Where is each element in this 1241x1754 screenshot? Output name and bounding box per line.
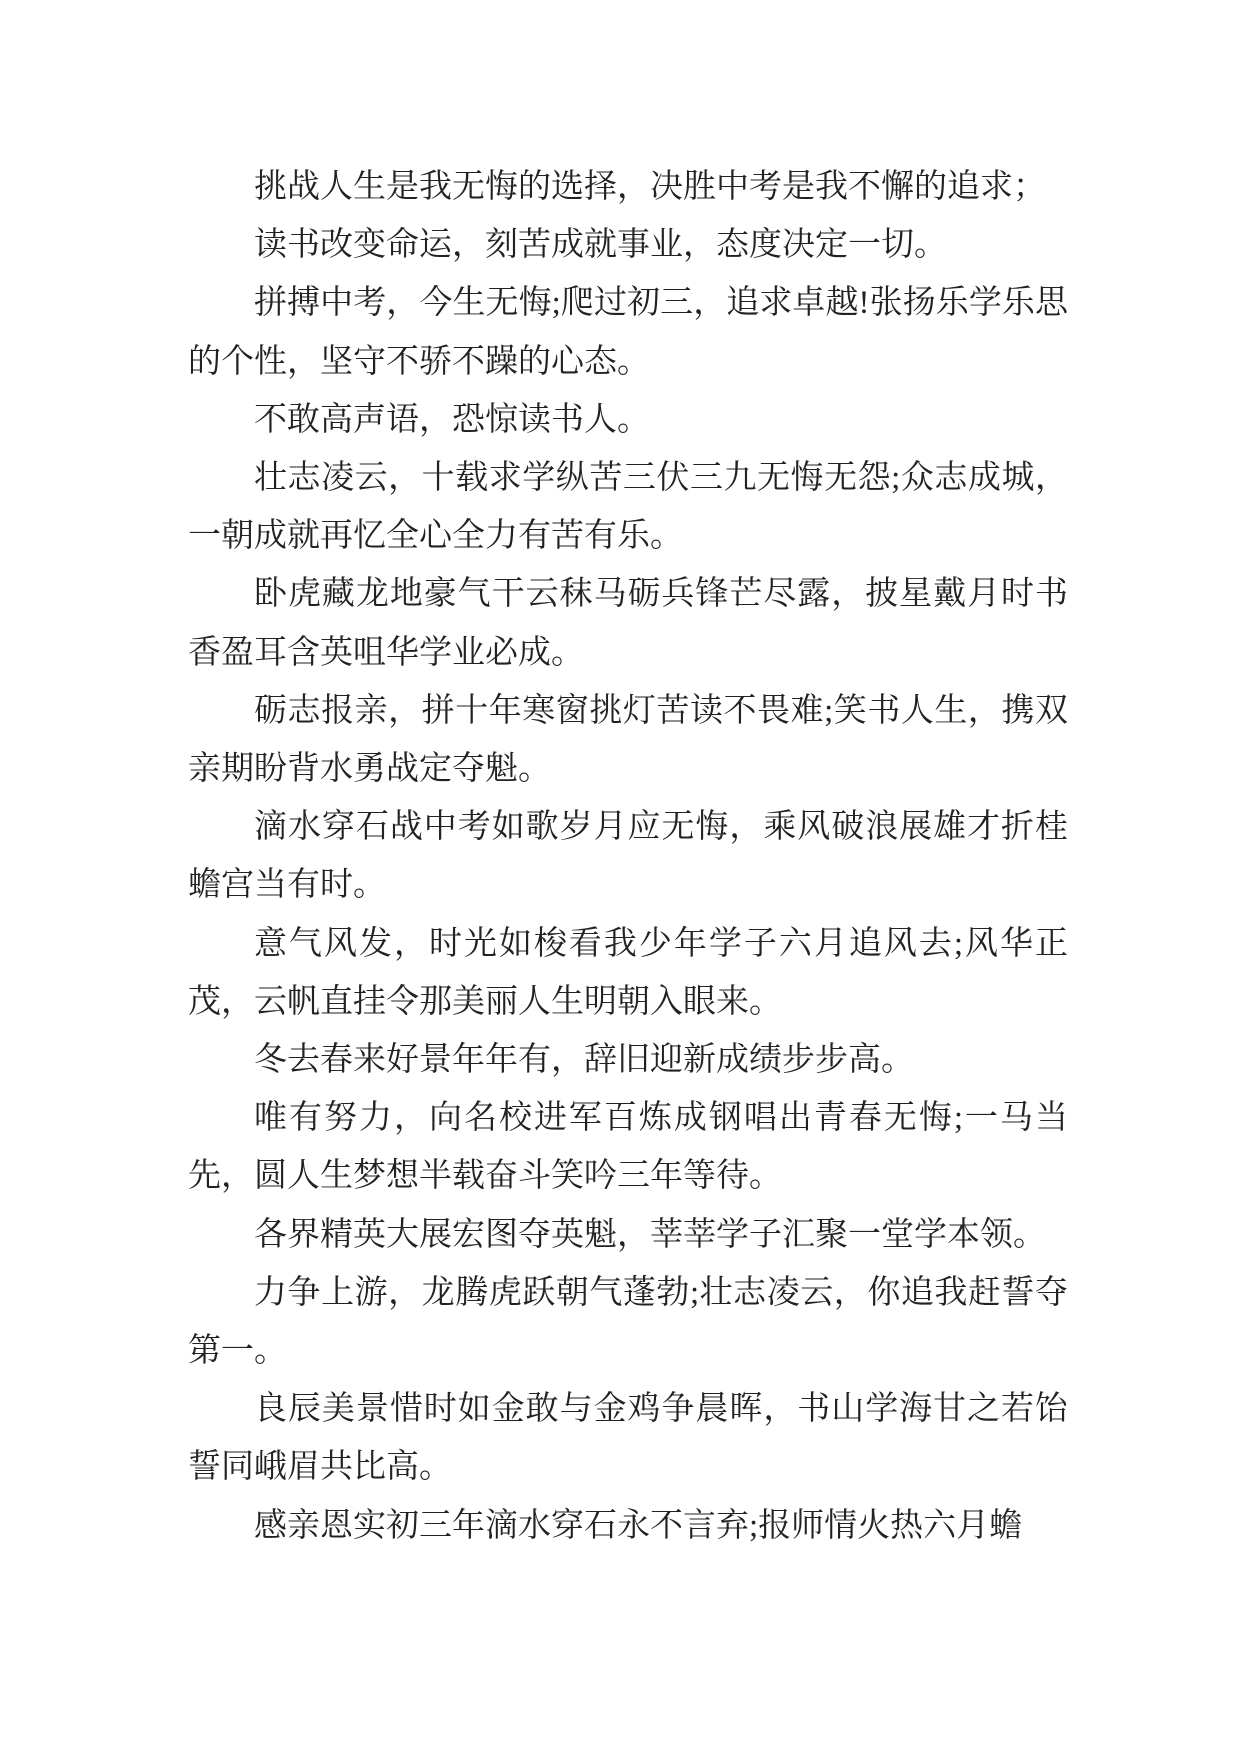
paragraph: 卧虎藏龙地豪气干云秣马砺兵锋芒尽露，披星戴月时书香盈耳含英咀华学业必成。	[188, 576, 1068, 671]
document-content	[188, 158, 1068, 1555]
paragraph: 读书改变命运，刻苦成就事业，态度决定一切。	[254, 227, 947, 264]
paragraph: 不敢高声语，恐惊读书人。	[254, 401, 650, 438]
paragraph: 壮志凌云，十载求学纵苦三伏三九无悔无怨;众志成城，一朝成就再忆全心全力有苦有乐。	[188, 460, 1068, 555]
paragraph: 砺志报亲，拼十年寒窗挑灯苦读不畏难;笑书人生，携双亲期盼背水勇战定夺魁。	[188, 692, 1068, 788]
paragraph: 意气风发，时光如梭看我少年学子六月追风去;风华正茂，云帆直挂令那美丽人生明朝入眼来。	[188, 925, 1068, 1020]
paragraph: 各界精英大展宏图夺英魁，莘莘学子汇聚一堂学本领。	[254, 1216, 1046, 1253]
paragraph: 挑战人生是我无悔的选择，决胜中考是我不懈的追求；	[254, 169, 1046, 205]
paragraph: 拼搏中考，今生无悔;爬过初三，追求卓越!张扬乐学乐思的个性，坚守不骄不躁的心态。	[188, 285, 1068, 380]
paragraph: 感亲恩实初三年滴水穿石永不言弃;报师情火热六月蟾	[254, 1507, 1023, 1544]
paragraph: 滴水穿石战中考如歌岁月应无悔，乘风破浪展雄才折桂蟾宫当有时。	[188, 809, 1068, 904]
paragraph: 良辰美景惜时如金敢与金鸡争晨晖，书山学海甘之若饴誓同峨眉共比高。	[188, 1391, 1068, 1486]
paragraph: 唯有努力，向名校进军百炼成钢唱出青春无悔;一马当先，圆人生梦想半载奋斗笑吟三年等待。	[188, 1100, 1068, 1195]
paragraph: 力争上游，龙腾虎跃朝气蓬勃;壮志凌云，你追我赶誓夺第一。	[188, 1274, 1068, 1370]
paragraph: 冬去春来好景年年有，辞旧迎新成绩步步高。	[254, 1042, 914, 1079]
